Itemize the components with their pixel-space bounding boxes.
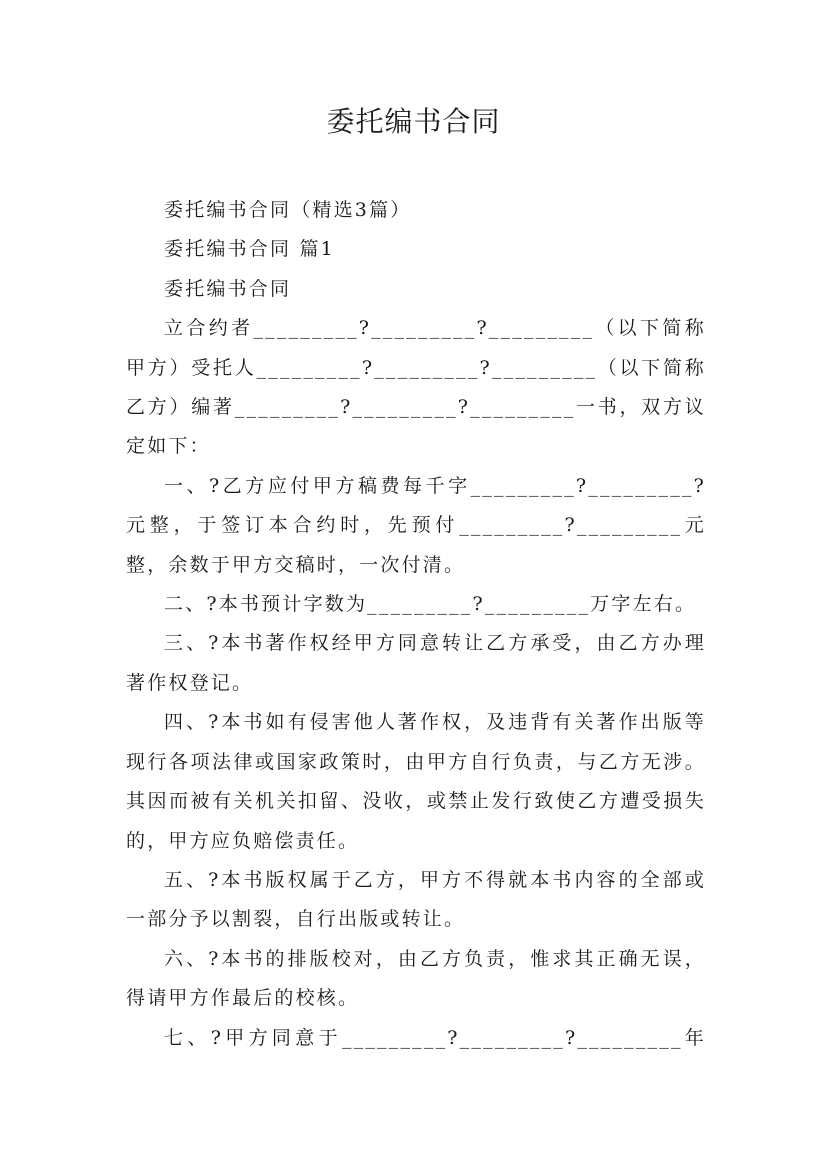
paragraph-clause-5: 五、?本书版权属于乙方，甲方不得就本书内容的全部或一部分予以割裂，自行出版或转让。 <box>126 868 706 931</box>
paragraph-heading-part-1: 委托编书合同 篇1 <box>164 238 335 261</box>
paragraph-clause-4: 四、?本书如有侵害他人著作权，及违背有关著作出版等现行各项法律或国家政策时，由甲方自行负责，与乙方无涉。其因而被有关机关扣留、没收，或禁止发行致使乙方遭受损失的，甲方应负赔偿责任。 <box>126 711 706 852</box>
paragraph-contract-name: 委托编书合同 <box>164 277 292 300</box>
paragraph-clause-7: 七、?甲方同意于_________?_________?_________年 <box>164 1026 706 1049</box>
paragraph-clause-3: 三、?本书著作权经甲方同意转让乙方承受，由乙方办理著作权登记。 <box>126 632 706 694</box>
paragraph-clause-6: 六、?本书的排版校对，由乙方负责，惟求其正确无误，得请甲方作最后的校核。 <box>126 947 706 1010</box>
paragraph-clause-2: 二、?本书预计字数为_________?_________万字左右。 <box>164 593 697 616</box>
document-body <box>126 191 706 1058</box>
paragraph-parties: 立合约者_________?_________?_________（以下简称甲方）受托人_________?_________?_________（以下简称乙方）编著_________?_________?_________一书，双方议定如下： <box>126 317 706 458</box>
paragraph-clause-1: 一、?乙方应付甲方稿费每千字_________?_________?元整，于签订本合约时，先预付_________?_________元整，余数于甲方交稿时，一次付清。 <box>126 474 706 576</box>
document-title: 委托编书合同 <box>326 105 501 138</box>
paragraph-heading-selection: 委托编书合同（精选3篇） <box>164 199 412 221</box>
